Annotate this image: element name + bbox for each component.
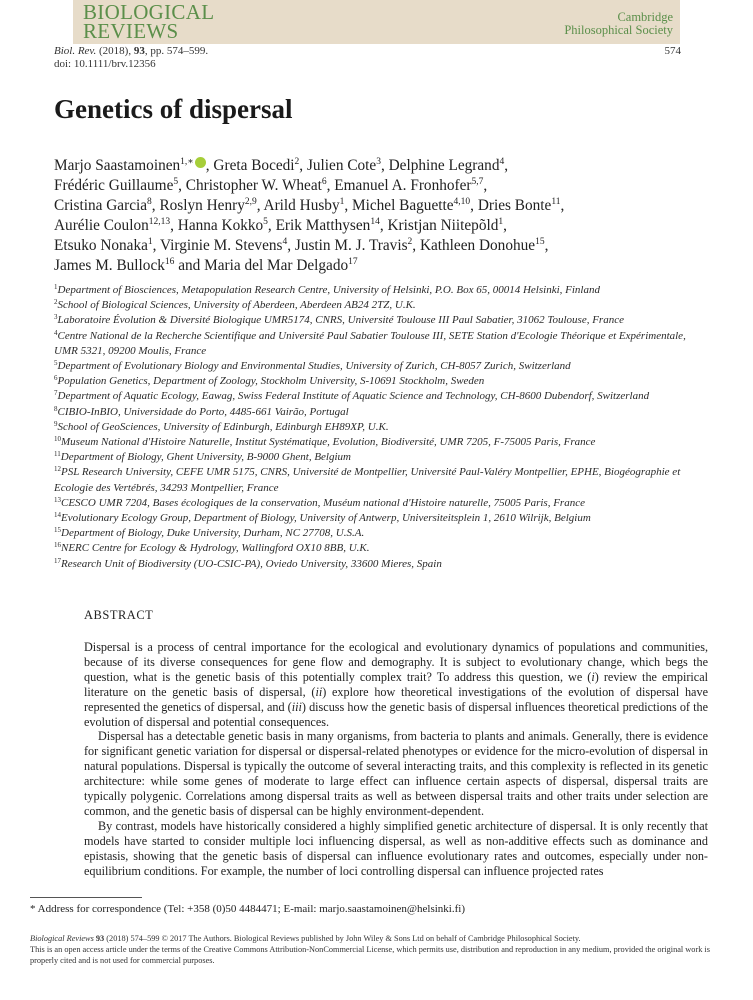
author-line: Cristina Garcia$^8$, Roslyn Henry$^{2,9}$, Arild Husby$^1$, Michel Baguette$^{4,10}$, Dries Bonte$^{11}$, — [54, 197, 565, 214]
journal-name-line1: BIOLOGICAL — [83, 0, 215, 24]
author-name: James M. Bullock — [54, 257, 165, 274]
author-affiliation-ref: 1 — [498, 217, 504, 227]
affiliation: $^{13}$CESCO UMR 7204, Bases écologiques de la conservation, Muséum national d'Histoire naturelle, 75005 Paris, France — [54, 495, 585, 509]
author-name: Cristina Garcia — [54, 197, 148, 214]
author-name: Emanuel A. Fronhofer — [334, 177, 472, 194]
author-affiliation-ref: 6 — [321, 177, 327, 187]
author-name: Maria del Mar Delgado — [204, 257, 349, 274]
affiliation: $^5$Department of Evolutionary Biology and Environmental Studies, University of Zurich, CH-8057 Zurich, Switzerland — [54, 359, 571, 373]
author-affiliation-ref: 4 — [499, 157, 505, 167]
author-name: Christopher W. Wheat — [185, 177, 322, 194]
affiliation: $^1$Department of Biosciences, Metapopulation Research Centre, University of Helsinki, P.O. Box 65, 00014 Helsinki, Finland — [54, 283, 600, 296]
license-footer — [30, 933, 710, 967]
affiliation: $^7$Department of Aquatic Ecology, Eawag, Swiss Federal Institute of Aquatic Science and Technology, CH-8600 Dubendorf, Switzerland — [54, 389, 650, 403]
author-affiliation-ref: 4 — [282, 237, 288, 247]
author-name: Dries Bonte — [477, 197, 552, 214]
author-affiliation-ref: 1 — [147, 237, 153, 247]
abstract-paragraph: Dispersal has a detectable genetic basis in many organisms, from bacteria to plants and animals. Generally, there is evidence for significant genetic variation for dispersal or dispersal-related phenotypes or evidence for the micro-evolution of dispersal in natural populations. Dispersal is typically the outcome of several interacting traits, and this complexity is reflected in its genetic architecture: while some genes of moderate to large effect can influence certain aspects of dispersal, dispersal traits are typically polygenic. Correlations among dispersal traits as well as between dispersal traits and other traits under selection are common, and the genetic basis of dispersal can be highly environment-dependent. — [84, 729, 708, 818]
author-affiliation-ref: 2,9 — [244, 197, 257, 207]
author-affiliation-ref: 17 — [348, 257, 358, 267]
author-affiliation-ref: 14 — [370, 217, 380, 227]
citation — [54, 45, 208, 71]
author-name: Delphine Legrand — [388, 157, 500, 174]
affiliation-list — [54, 283, 704, 572]
author-list — [54, 156, 694, 276]
footer-license: This is an open access article under the terms of the Creative Commons Attribution-NonCommercial License, which permits use, distribution and reproduction in any medium, provided the original work is properly cited and is not used for commercial purposes. — [30, 945, 710, 966]
abstract-paragraph: By contrast, models have historically considered a highly simplified genetic architecture of dispersal. It is only recently that models have started to consider multiple loci influencing dispersal, as well as non-additive effects such as dominance and epistasis, showing that the genetic basis of dispersal can influence evolutionary rates and outcomes, especially under non-equilibrium conditions. For example, the number of loci controlling dispersal can influence projected rates — [84, 818, 708, 878]
society-name-line1: Cambridge — [617, 10, 673, 24]
footer-journal: Biological Reviews — [30, 934, 94, 943]
author-affiliation-ref: 2 — [407, 237, 413, 247]
author-name: Marjo Saastamoinen — [54, 157, 181, 174]
affiliation: $^8$CIBIO-InBIO, Universidade do Porto, 4485-661 Vairão, Portugal — [54, 404, 349, 418]
author-name: Hanna Kokko — [177, 217, 264, 234]
author-name: Virginie M. Stevens — [160, 237, 283, 254]
journal-name-line2: REVIEWS — [83, 19, 179, 43]
author-affiliation-ref: 2 — [294, 157, 300, 167]
author-name: Erik Matthysen — [275, 217, 371, 234]
author-affiliation-ref: 1 — [339, 197, 345, 207]
author-affiliation-ref: 5 — [173, 177, 179, 187]
affiliation: $^{17}$Research Unit of Biodiversity (UO-CSIC-PA), Oviedo University, 33600 Mieres, Spain — [54, 556, 442, 570]
society-name-line2: Philosophical Society — [564, 23, 673, 37]
affiliation: $^{15}$Department of Biology, Duke University, Durham, NC 27708, U.S.A. — [54, 526, 365, 540]
affiliation: $^{14}$Evolutionary Ecology Group, Department of Biology, University of Antwerp, Universiteitsplein 1, 2610 Wilrijk, Belgium — [54, 511, 591, 525]
author-line: Etsuko Nonaka$^1$, Virginie M. Stevens$^4$, Justin M. J. Travis$^2$, Kathleen Donohue$^{15}$, — [54, 237, 549, 254]
footer-volume: 93 — [95, 934, 105, 943]
author-affiliation-ref: 16 — [164, 257, 175, 267]
journal-abbrev: Biol. Rev. — [54, 45, 97, 57]
citation-pages: , pp. 574–599. — [144, 45, 209, 57]
affiliation: $^2$School of Biological Sciences, University of Aberdeen, Aberdeen AB24 2TZ, U.K. — [54, 298, 416, 312]
author-name: Kristjan Niitepõld — [387, 217, 499, 234]
correspondence-footnote: * Address for correspondence (Tel: +358 (0)50 4484471; E-mail: marjo.saastamoinen@helsinki.fi) — [30, 903, 465, 915]
affiliation: $^6$Population Genetics, Department of Zoology, Stockholm University, S-10691 Stockholm, Sweden — [54, 374, 485, 388]
author-line: Marjo Saastamoinen$^{1,∗}$ , Greta Bocedi$^2$, Julien Cote$^3$, Delphine Legrand$^4$, — [54, 157, 509, 174]
orcid-icon[interactable] — [195, 157, 206, 168]
author-affiliation-ref: 5,7 — [471, 177, 484, 187]
citation-volume: 93 — [133, 45, 145, 57]
author-name: Roslyn Henry — [159, 197, 245, 214]
page-number: 574 — [664, 45, 681, 57]
affiliation: $^3$Laboratoire Évolution & Diversité Biologique UMR5174, CNRS, Université Toulouse III Paul Sabatier, 31062 Toulouse, France — [54, 313, 624, 327]
author-affiliation-ref: 5 — [263, 217, 268, 227]
author-name: Kathleen Donohue — [419, 237, 536, 254]
author-line: Frédéric Guillaume$^5$, Christopher W. Wheat$^6$, Emanuel A. Fronhofer$^{5,7}$, — [54, 177, 488, 194]
footer-copyright: (2018) 574–599 © 2017 The Authors. Biological Reviews published by John Wiley & Sons Ltd on behalf of Cambridge Philosophical Society. — [104, 934, 581, 943]
author-name: Frédéric Guillaume — [54, 177, 174, 194]
author-name: Michel Baguette — [352, 197, 454, 214]
abstract-paragraph: Dispersal is a process of central importance for the ecological and evolutionary dynamics of populations and communities, because of its diverse consequences for gene flow and demography. It is subject to evolutionary change, which begs the question, what is the genetic basis of this potentially complex trait? To address this question, we (i) review the empirical literature on the genetic basis of dispersal, (ii) explore how theoretical investigations of the evolution of dispersal have represented the genetics of dispersal, and (iii) discuss how the genetic basis of dispersal influences theoretical predictions of the evolution of dispersal and potential consequences. — [84, 640, 709, 729]
author-name: Greta Bocedi — [213, 157, 295, 174]
article-title: Genetics of dispersal — [54, 94, 293, 124]
author-affiliation-ref: 11 — [551, 197, 561, 207]
journal-logo — [83, 0, 233, 43]
affiliation: $^4$Centre National de la Recherche Scientifique and Université Paul Sabatier Toulouse III, SETE Station d'Ecologie Théorique et Expérimentale, UMR 5321, 09200 Moulis, France — [54, 328, 686, 357]
affiliation: $^9$School of GeoSciences, University of Edinburgh, Edinburgh EH89XP, U.K. — [54, 419, 389, 433]
abstract-heading: ABSTRACT — [84, 608, 154, 622]
affiliation: $^{10}$Museum National d'Histoire Naturelle, Institut Systématique, Evolution, Biodiversité, UMR 7205, F-75005 Paris, France — [54, 435, 596, 449]
footnote-divider — [30, 897, 142, 898]
author-affiliation-ref: 12,13 — [148, 217, 171, 227]
affiliation: $^{12}$PSL Research University, CEFE UMR 5175, CNRS, Université de Montpellier, Université Paul-Valéry Montpellier, EPHE, Biogéographie et Ecologie des Vertébrés, 34293 Montpellier, France — [54, 465, 681, 494]
author-name: Justin M. J. Travis — [294, 237, 408, 254]
society-logo — [513, 11, 673, 37]
affiliation: $^{11}$Department of Biology, Ghent University, B-9000 Ghent, Belgium — [54, 450, 351, 464]
affiliation: $^{16}$NERC Centre for Ecology & Hydrology, Wallingford OX10 8BB, U.K. — [54, 541, 370, 555]
author-affiliation-ref: 1,∗ — [180, 157, 194, 167]
author-affiliation-ref: 3 — [376, 157, 381, 167]
author-affiliation-ref: 4,10 — [453, 197, 471, 207]
author-name: Etsuko Nonaka — [54, 237, 148, 254]
author-line: James M. Bullock$^{16}$ and Maria del Mar Delgado$^{17}$ — [54, 257, 358, 274]
abstract-body — [84, 640, 708, 879]
author-line: Aurélie Coulon$^{12,13}$, Hanna Kokko$^5$, Erik Matthysen$^{14}$, Kristjan Niitepõld$^1$, — [54, 217, 507, 234]
author-name: Arild Husby — [263, 197, 340, 214]
citation-year: (2018), — [99, 45, 132, 57]
doi-link[interactable]: doi: 10.1111/brv.12356 — [54, 58, 156, 70]
author-name: Julien Cote — [306, 157, 377, 174]
author-name: Aurélie Coulon — [54, 217, 149, 234]
author-affiliation-ref: 8 — [147, 197, 152, 207]
author-affiliation-ref: 15 — [535, 237, 545, 247]
